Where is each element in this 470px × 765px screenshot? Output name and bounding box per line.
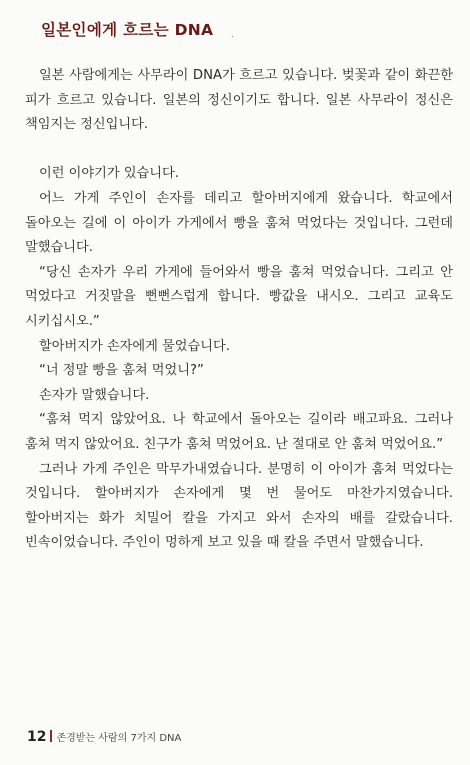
paragraph-story-intro: 이런 이야기가 있습니다. (39, 166, 179, 182)
paragraph-shop-owner: 어느 가게 주인이 손자를 데리고 할아버지에게 왔습니다. 학교에서 돌아오는 길에 이 아이가 가게에서 빵을 훔쳐 먹었다는 것입니다. 그런데 말했습니다. (25, 190, 453, 256)
paragraph-question-quote: “너 정말 빵을 훔쳐 먹었니?” (39, 363, 204, 379)
page-number: 12 (27, 729, 47, 745)
body-text (25, 64, 453, 556)
title-mark: . (231, 30, 234, 39)
footer-divider (50, 730, 52, 742)
paragraph-grandson-quote: “훔쳐 먹지 않았어요. 나 학교에서 돌아오는 길이라 배고파요. 그러나 훔쳐 먹지 않았어요. 친구가 훔쳐 먹었어요. 난 절대로 안 훔쳐 먹었어요.” (25, 412, 453, 452)
page-footer (27, 726, 181, 745)
chapter-title: 일본인에게 흐르는 DNA (41, 21, 214, 39)
paragraph-owner-quote: “당신 손자가 우리 가게에 들어와서 빵을 훔쳐 먹었습니다. 그리고 안 먹었다고 거짓말을 뻔뻔스럽게 합니다. 빵값을 내시오. 그리고 교육도 시키십시오.” (25, 264, 453, 329)
book-title: 존경받는 사람의 7가지 DNA (56, 733, 182, 744)
paragraph-grandfather-asks: 할아버지가 손자에게 물었습니다. (39, 338, 230, 354)
paragraph-conclusion: 그러나 가게 주인은 막무가내였습니다. 분명히 이 아이가 훔쳐 먹었다는 것입니다. 할아버지가 손자에게 몇 번 물어도 마찬가지였습니다. 할아버지는 화가 치밀어 칼을 가지고 와서 손자의 배를 갈랐습니다. 빈속이었습니다. 주인이 멍하게 보고 있을 때 칼을 주면서 말했습니다. (25, 461, 453, 551)
paragraph-intro: 일본 사람에게는 사무라이 DNA가 흐르고 있습니다. 벚꽃과 같이 화끈한 피가 흐르고 있습니다. 일본의 정신이기도 합니다. 일본 사무라이 정신은 책임지는 정신입니다. (25, 68, 453, 133)
paragraph-grandson-says: 손자가 말했습니다. (39, 387, 150, 403)
